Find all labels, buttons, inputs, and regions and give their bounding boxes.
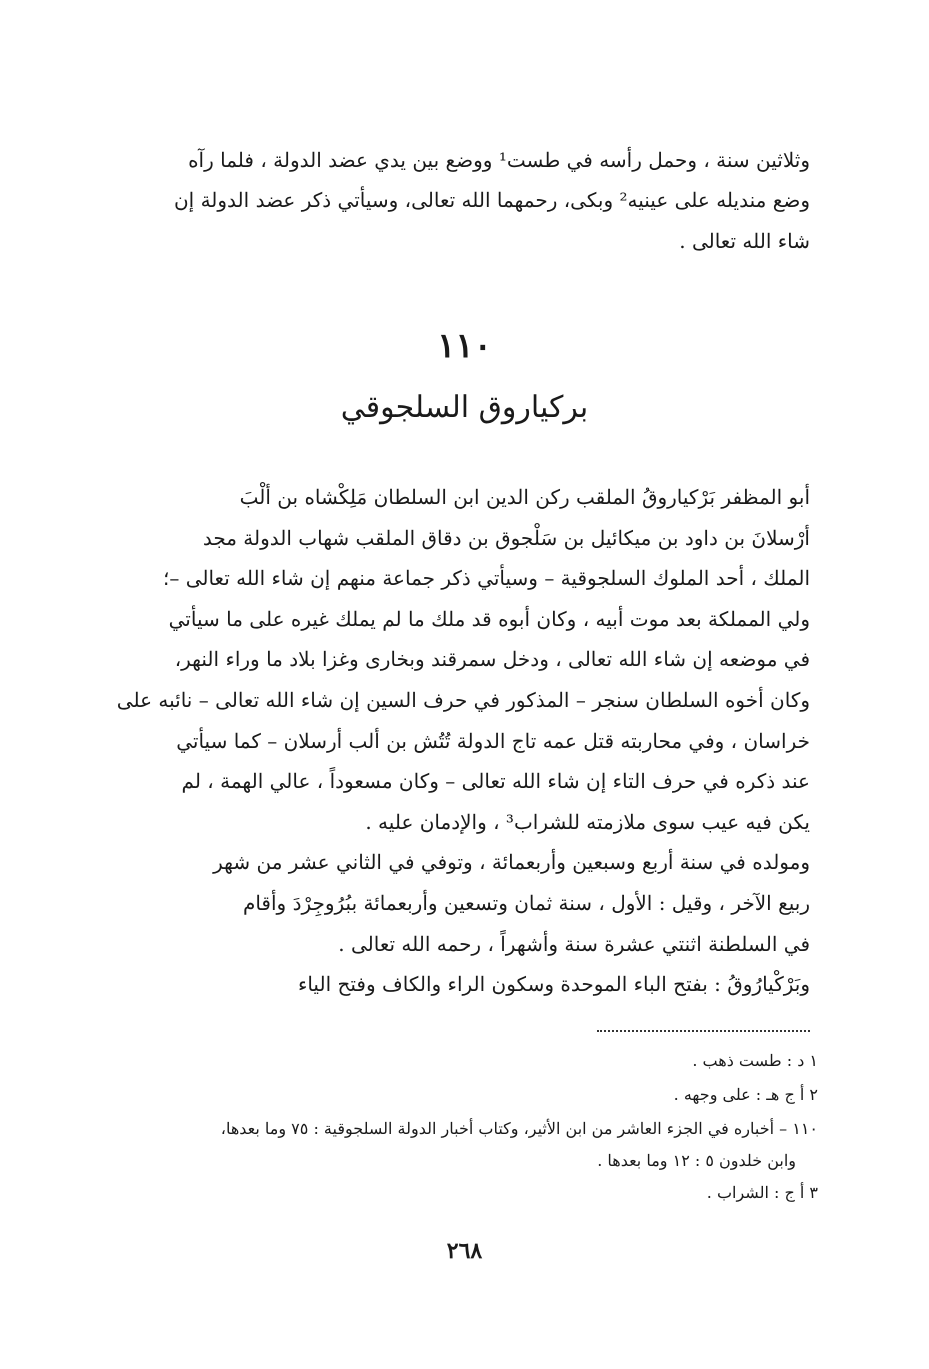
opening-paragraph xyxy=(105,140,810,261)
text-line: في موضعه إن شاء الله تعالى ، ودخل سمرقند وبخارى وغزا بلاد ما وراء النهر، xyxy=(174,647,810,672)
entry-title: بركياروق السلجوقي xyxy=(340,390,589,425)
footnote: ٢ أ ج هـ : على وجهه . xyxy=(673,1085,818,1104)
text-line: في السلطنة اثنتي عشرة سنة وأشهراً ، رحمه الله تعالى . xyxy=(338,931,810,956)
text-line: وضع منديله على عينيه² وبكى، رحمهما الله تعالى، وسيأتي ذكر عضد الدولة إن xyxy=(173,188,810,213)
text-line: وثلاثين سنة ، وحمل رأسه في طست¹ ووضع بين يدي عضد الدولة ، فلما رآه xyxy=(188,148,810,172)
text-line: يكن فيه عيب سوى ملازمته للشراب³ ، والإدمان عليه . xyxy=(365,809,810,834)
text-line: أبو المظفر بَرْكياروقُ الملقب ركن الدين ابن السلطان مَلِكْشاه بن ألْبَ xyxy=(239,485,810,509)
footnotes xyxy=(105,1044,818,1210)
text-line: ومولده في سنة أربع وسبعين وأربعمائة ، وتوفي في الثاني عشر من شهر xyxy=(213,850,810,875)
text-line: عند ذكره في حرف التاء إن شاء الله تعالى – وكان مسعوداً ، عالي الهمة ، لم xyxy=(181,769,810,794)
entry-number: ١١٠ xyxy=(437,326,492,366)
text-line: خراسان ، وفي محاربته قتل عمه تاج الدولة تُتُش بن ألب أرسلان – كما سيأتي xyxy=(176,728,810,753)
text-line: الملك ، أحد الملوك السلجوقية – وسيأتي ذكر جماعة منهم إن شاء الله تعالى –؛ xyxy=(162,566,810,591)
footnote-separator xyxy=(597,1030,810,1032)
footnote: ١١٠ – أخباره في الجزء العاشر من ابن الأثير، وكتاب أخبار الدولة السلجوقية : ٧٥ وما بعدها، xyxy=(220,1119,818,1138)
footnote: ١ د : طست ذهب . xyxy=(692,1051,818,1070)
text-line: وكان أخوه السلطان سنجر – المذكور في حرف السين إن شاء الله تعالى – نائبه على xyxy=(116,687,810,712)
footnote: ٣ أ ج : الشراب . xyxy=(706,1183,818,1202)
text-line: ربيع الآخر ، وقيل : الأول ، سنة ثمان وتسعين وأربعمائة ببُرُوجِرْدَ وأقام xyxy=(242,890,810,915)
footnote-continuation: وابن خلدون ٥ : ١٢ وما بعدها . xyxy=(597,1151,796,1170)
text-line: أرْسلانَ بن داود بن ميكائيل بن سَلْجوق بن دقاق الملقب شهاب الدولة مجد xyxy=(202,525,810,550)
biography-text xyxy=(105,477,810,1005)
page-number: ٢٦٨ xyxy=(446,1238,483,1264)
text-line: شاء الله تعالى . xyxy=(679,228,810,253)
text-line: ولي المملكة بعد موت أبيه ، وكان أبوه قد ملك ما لم يملك غيره على ما سيأتي xyxy=(168,606,810,631)
text-line: وبَرْكْيارُوقُ : بفتح الباء الموحدة وسكون الراء والكاف وفتح الياء xyxy=(297,972,810,997)
